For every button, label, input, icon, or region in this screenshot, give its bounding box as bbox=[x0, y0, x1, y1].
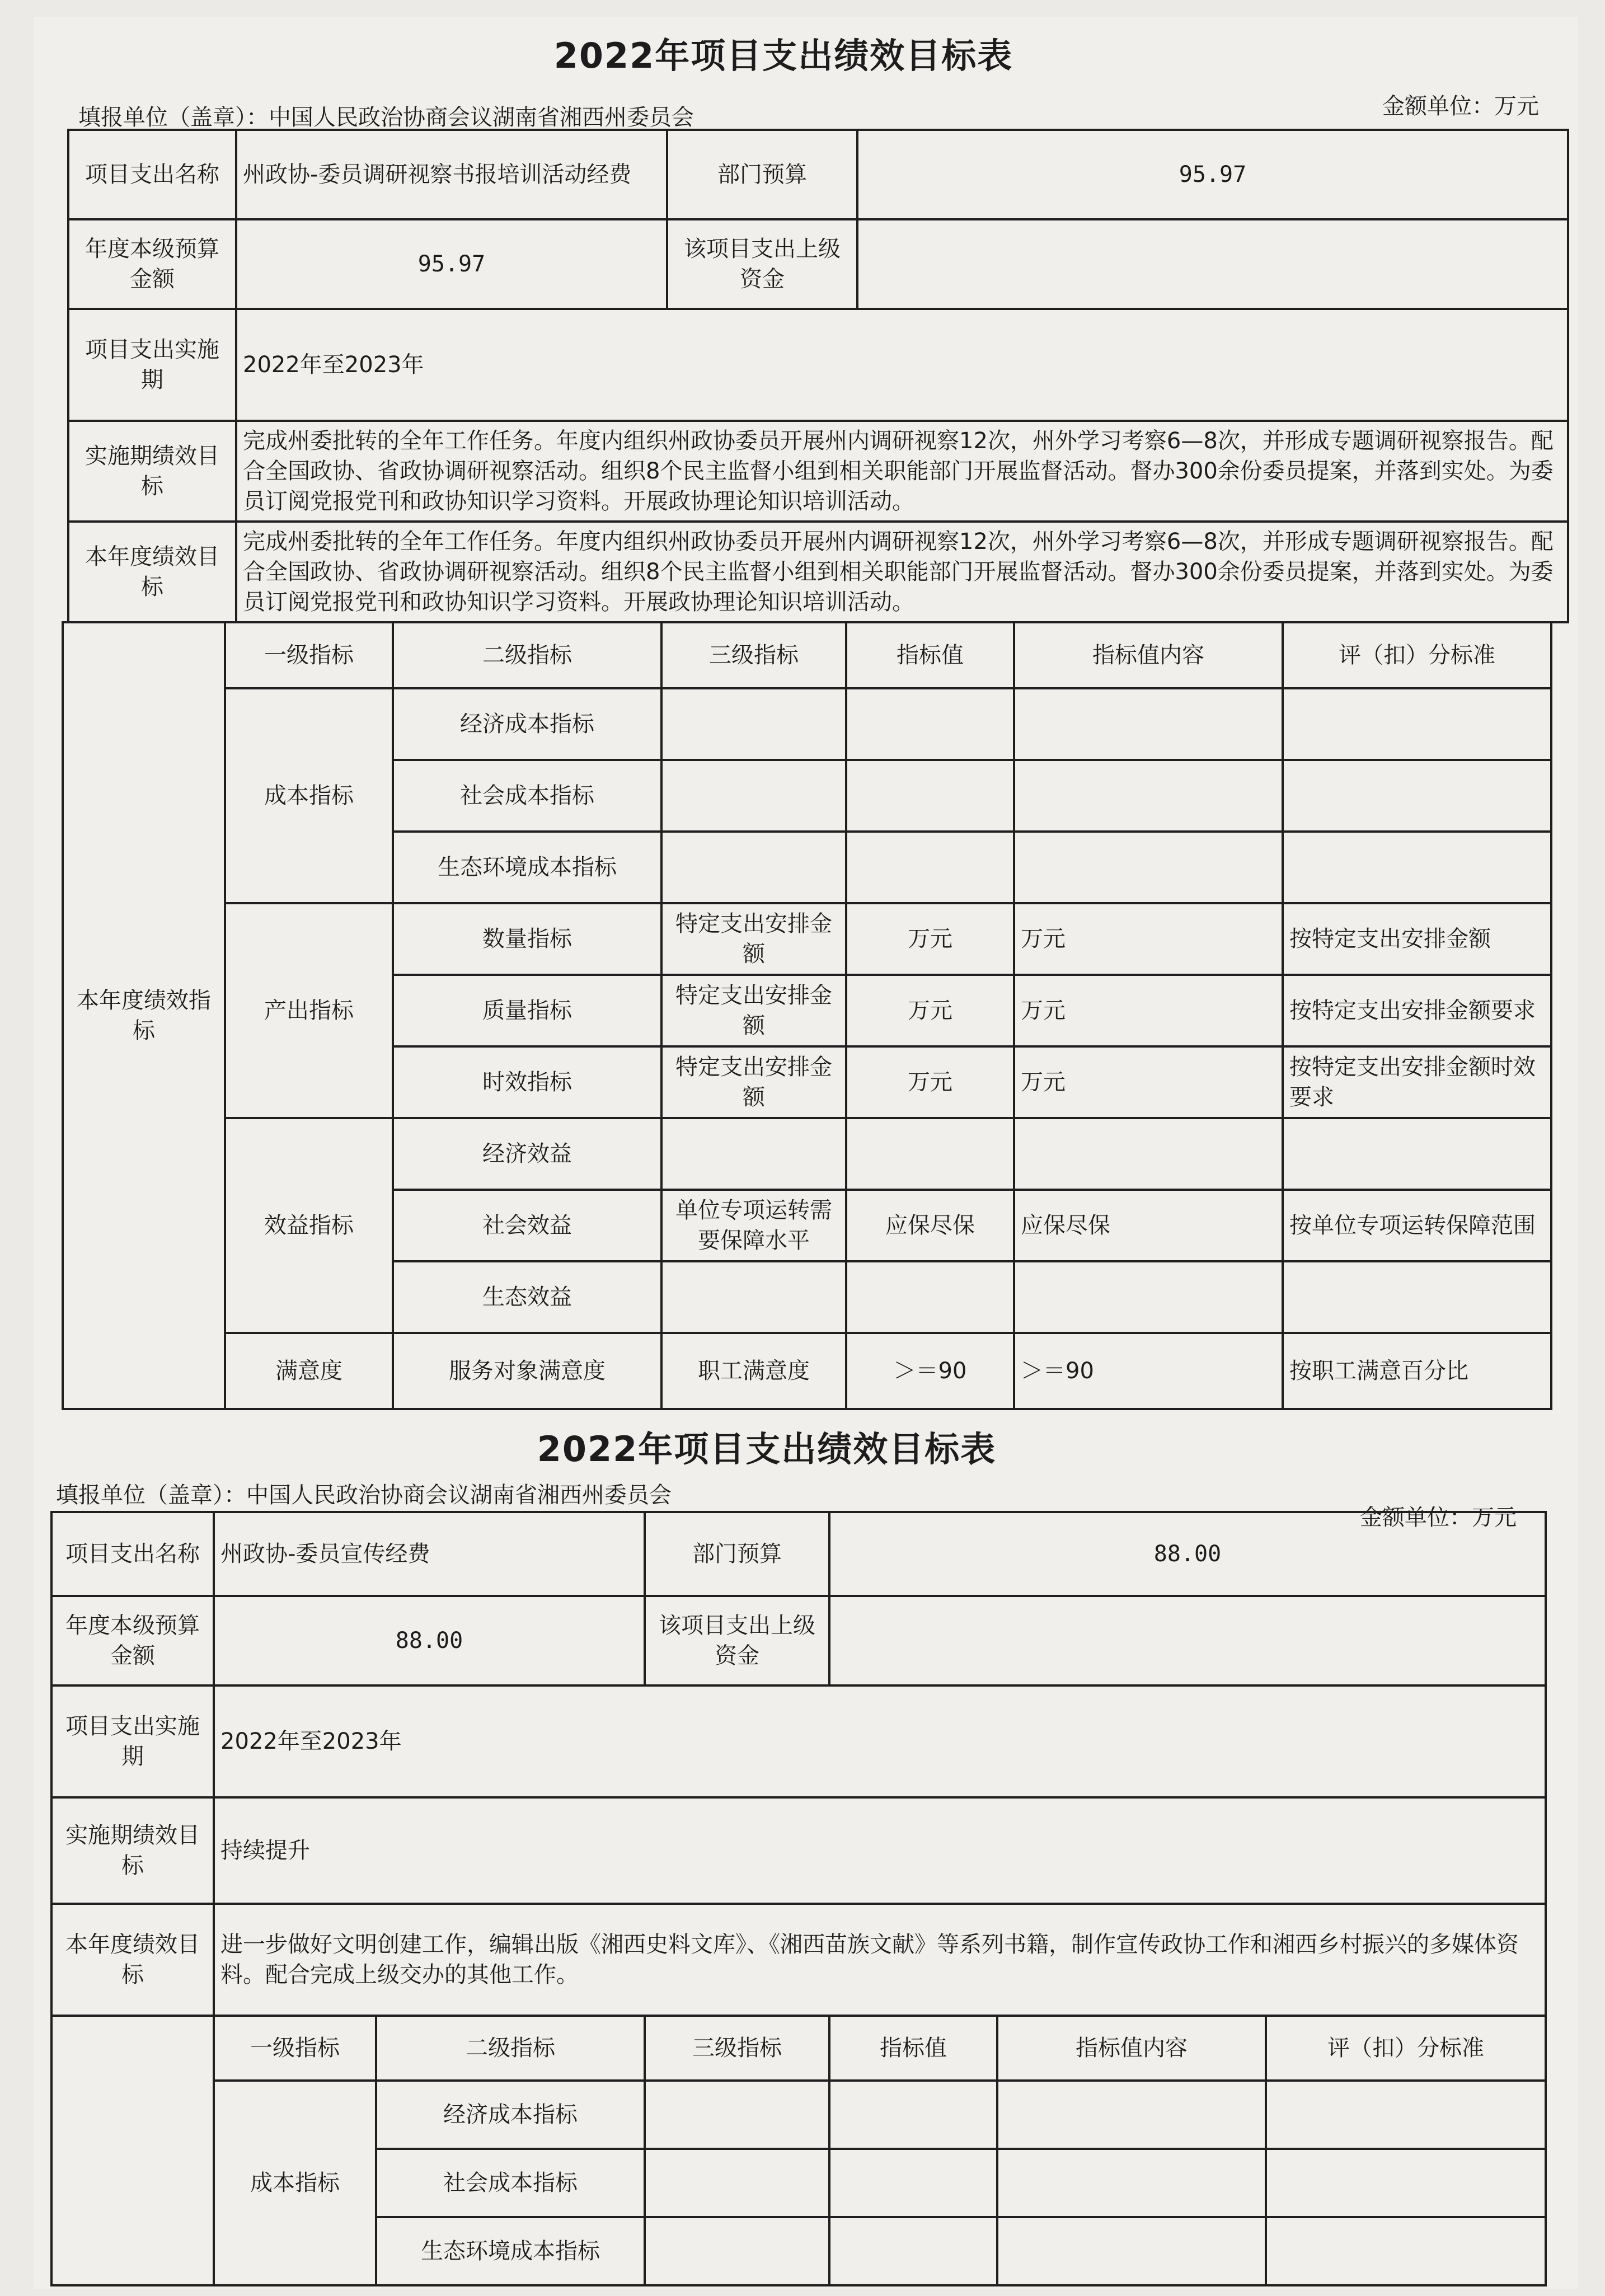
standard-cell: 按特定支出安排金额 bbox=[1283, 903, 1551, 975]
project-name-value: 州政协-委员宣传经费 bbox=[214, 1512, 645, 1596]
level3-cell bbox=[645, 2081, 829, 2149]
level3-cell: 特定支出安排金额 bbox=[661, 903, 846, 975]
filer-name: 中国人民政治协商会议湖南省湘西州委员会 bbox=[269, 105, 694, 130]
annual-goal-value: 进一步做好文明创建工作，编辑出版《湘西史料文库》、《湘西苗族文献》等系列书籍，制作宣传政协工作和湘西乡村振兴的多媒体资料。配合完成上级交办的其他工作。 bbox=[214, 1904, 1546, 2016]
header-info-table bbox=[67, 129, 1569, 623]
header-value: 指标值 bbox=[846, 622, 1014, 688]
benefit-label: 效益指标 bbox=[225, 1118, 393, 1333]
project-name-label: 项目支出名称 bbox=[51, 1512, 214, 1596]
standard-cell bbox=[1283, 832, 1551, 903]
dept-budget-label: 部门预算 bbox=[667, 130, 857, 219]
level2-cell: 生态环境成本指标 bbox=[393, 832, 661, 903]
level2-cell: 时效指标 bbox=[393, 1046, 661, 1118]
superior-funds-value bbox=[829, 1596, 1546, 1685]
value-cell bbox=[829, 2081, 997, 2149]
table-row bbox=[63, 1333, 1551, 1409]
standard-cell: 按特定支出安排金额要求 bbox=[1283, 975, 1551, 1046]
period-label: 项目支出实施期 bbox=[51, 1685, 214, 1797]
indicators-table bbox=[50, 2015, 1547, 2286]
level2-cell: 生态环境成本指标 bbox=[376, 2217, 645, 2285]
dept-budget-value: 88.00 bbox=[829, 1512, 1546, 1596]
header-info-table bbox=[50, 1511, 1547, 2017]
period-label: 项目支出实施期 bbox=[68, 309, 236, 421]
period-value: 2022年至2023年 bbox=[236, 309, 1568, 421]
filer-line bbox=[56, 1477, 672, 1509]
level3-cell bbox=[661, 1118, 846, 1190]
project-name-label: 项目支出名称 bbox=[68, 130, 236, 219]
level2-cell: 质量指标 bbox=[393, 975, 661, 1046]
filer-line bbox=[78, 100, 694, 132]
content-cell: 万元 bbox=[1014, 975, 1283, 1046]
content-cell: ＞＝90 bbox=[1014, 1333, 1283, 1409]
period-goal-label: 实施期绩效目标 bbox=[68, 421, 236, 522]
value-cell bbox=[846, 1118, 1014, 1190]
filer-label: 填报单位（盖章）： bbox=[56, 1482, 246, 1508]
annual-goal-label: 本年度绩效目标 bbox=[51, 1904, 214, 2016]
period-goal-label: 实施期绩效目标 bbox=[51, 1797, 214, 1904]
standard-cell bbox=[1283, 1261, 1551, 1333]
standard-cell bbox=[1266, 2149, 1546, 2217]
level2-cell: 服务对象满意度 bbox=[393, 1333, 661, 1409]
header-content: 指标值内容 bbox=[997, 2016, 1266, 2081]
level2-cell: 社会成本指标 bbox=[376, 2149, 645, 2217]
content-cell bbox=[1014, 760, 1283, 832]
filer-label: 填报单位（盖章）： bbox=[78, 105, 269, 130]
header-standard: 评（扣）分标准 bbox=[1266, 2016, 1546, 2081]
level3-cell: 单位专项运转需要保障水平 bbox=[661, 1190, 846, 1261]
header-standard: 评（扣）分标准 bbox=[1283, 622, 1551, 688]
annual-goal-label: 本年度绩效目标 bbox=[68, 522, 236, 622]
value-cell bbox=[829, 2149, 997, 2217]
header-level2: 二级指标 bbox=[376, 2016, 645, 2081]
content-cell bbox=[1014, 1261, 1283, 1333]
value-cell: 万元 bbox=[846, 1046, 1014, 1118]
level3-cell bbox=[645, 2217, 829, 2285]
header-content: 指标值内容 bbox=[1014, 622, 1283, 688]
content-cell bbox=[1014, 832, 1283, 903]
level2-cell: 经济成本指标 bbox=[376, 2081, 645, 2149]
table-row bbox=[63, 903, 1551, 975]
project-name-value: 州政协-委员调研视察书报培训活动经费 bbox=[236, 130, 667, 219]
output-label: 产出指标 bbox=[225, 903, 393, 1118]
content-cell bbox=[1014, 688, 1283, 760]
period-value: 2022年至2023年 bbox=[214, 1685, 1546, 1797]
standard-cell bbox=[1283, 1118, 1551, 1190]
superior-funds-label: 该项目支出上级资金 bbox=[667, 219, 857, 309]
standard-cell bbox=[1283, 760, 1551, 832]
indicators-label: 本年度绩效指标 bbox=[63, 622, 225, 1409]
value-cell bbox=[829, 2217, 997, 2285]
satisfaction-label: 满意度 bbox=[225, 1333, 393, 1409]
level3-cell: 特定支出安排金额 bbox=[661, 975, 846, 1046]
superior-funds-value bbox=[857, 219, 1568, 309]
header-level3: 三级指标 bbox=[645, 2016, 829, 2081]
standard-cell bbox=[1266, 2217, 1546, 2285]
value-cell bbox=[846, 1261, 1014, 1333]
value-cell bbox=[846, 760, 1014, 832]
header-level3: 三级指标 bbox=[661, 622, 846, 688]
standard-cell: 按特定支出安排金额时效要求 bbox=[1283, 1046, 1551, 1118]
period-goal-value: 持续提升 bbox=[214, 1797, 1546, 1904]
content-cell bbox=[997, 2217, 1266, 2285]
level2-cell: 生态效益 bbox=[393, 1261, 661, 1333]
standard-cell bbox=[1266, 2081, 1546, 2149]
value-cell: 应保尽保 bbox=[846, 1190, 1014, 1261]
cost-label: 成本指标 bbox=[225, 688, 393, 903]
level3-cell bbox=[661, 1261, 846, 1333]
header-level2: 二级指标 bbox=[393, 622, 661, 688]
content-cell bbox=[997, 2081, 1266, 2149]
value-cell bbox=[846, 832, 1014, 903]
level3-cell: 特定支出安排金额 bbox=[661, 1046, 846, 1118]
content-cell: 万元 bbox=[1014, 903, 1283, 975]
form-title: 2022年项目支出绩效目标表 bbox=[553, 35, 1013, 76]
table-row bbox=[51, 2081, 1546, 2149]
annual-budget-label: 年度本级预算金额 bbox=[68, 219, 236, 309]
form-title: 2022年项目支出绩效目标表 bbox=[537, 1429, 997, 1469]
level3-cell bbox=[661, 832, 846, 903]
amount-unit: 金额单位：万元 bbox=[1360, 1505, 1517, 1530]
table-row bbox=[63, 688, 1551, 760]
level2-cell: 数量指标 bbox=[393, 903, 661, 975]
table-row bbox=[63, 1118, 1551, 1190]
level2-cell: 经济效益 bbox=[393, 1118, 661, 1190]
content-cell: 应保尽保 bbox=[1014, 1190, 1283, 1261]
dept-budget-label: 部门预算 bbox=[645, 1512, 829, 1596]
content-cell: 万元 bbox=[1014, 1046, 1283, 1118]
value-cell: ＞＝90 bbox=[846, 1333, 1014, 1409]
level3-cell: 职工满意度 bbox=[661, 1333, 846, 1409]
standard-cell: 按单位专项运转保障范围 bbox=[1283, 1190, 1551, 1261]
level3-cell bbox=[661, 688, 846, 760]
dept-budget-value: 95.97 bbox=[857, 130, 1568, 219]
annual-budget-value: 95.97 bbox=[236, 219, 667, 309]
cost-label: 成本指标 bbox=[214, 2081, 376, 2285]
period-goal-value: 完成州委批转的全年工作任务。年度内组织州政协委员开展州内调研视察12次，州外学习考察6—8次，并形成专题调研视察报告。配合全国政协、省政协调研视察活动。组织8个民主监督小组到相关职能部门开展监督活动。督办300余份委员提案，并落到实处。为委员订阅党报党刊和政协知识学习资料。开展政协理论知识培训活动。 bbox=[236, 421, 1568, 522]
content-cell bbox=[997, 2149, 1266, 2217]
level3-cell bbox=[645, 2149, 829, 2217]
value-cell: 万元 bbox=[846, 975, 1014, 1046]
standard-cell: 按职工满意百分比 bbox=[1283, 1333, 1551, 1409]
value-cell bbox=[846, 688, 1014, 760]
annual-budget-label: 年度本级预算金额 bbox=[51, 1596, 214, 1685]
content-cell bbox=[1014, 1118, 1283, 1190]
level2-cell: 社会成本指标 bbox=[393, 760, 661, 832]
header-level1: 一级指标 bbox=[214, 2016, 376, 2081]
header-level1: 一级指标 bbox=[225, 622, 393, 688]
indicators-table bbox=[62, 621, 1552, 1410]
level3-cell bbox=[661, 760, 846, 832]
amount-unit: 金额单位：万元 bbox=[1382, 93, 1539, 119]
level2-cell: 经济成本指标 bbox=[393, 688, 661, 760]
annual-budget-value: 88.00 bbox=[214, 1596, 645, 1685]
level2-cell: 社会效益 bbox=[393, 1190, 661, 1261]
superior-funds-label: 该项目支出上级资金 bbox=[645, 1596, 829, 1685]
value-cell: 万元 bbox=[846, 903, 1014, 975]
filer-name: 中国人民政治协商会议湖南省湘西州委员会 bbox=[246, 1482, 672, 1508]
standard-cell bbox=[1283, 688, 1551, 760]
indicators-label-cell bbox=[51, 2016, 214, 2285]
annual-goal-value: 完成州委批转的全年工作任务。年度内组织州政协委员开展州内调研视察12次，州外学习考察6—8次，并形成专题调研视察报告。配合全国政协、省政协调研视察活动。组织8个民主监督小组到相关职能部门开展监督活动。督办300余份委员提案，并落到实处。为委员订阅党报党刊和政协知识学习资料。开展政协理论知识培训活动。 bbox=[236, 522, 1568, 622]
header-value: 指标值 bbox=[829, 2016, 997, 2081]
